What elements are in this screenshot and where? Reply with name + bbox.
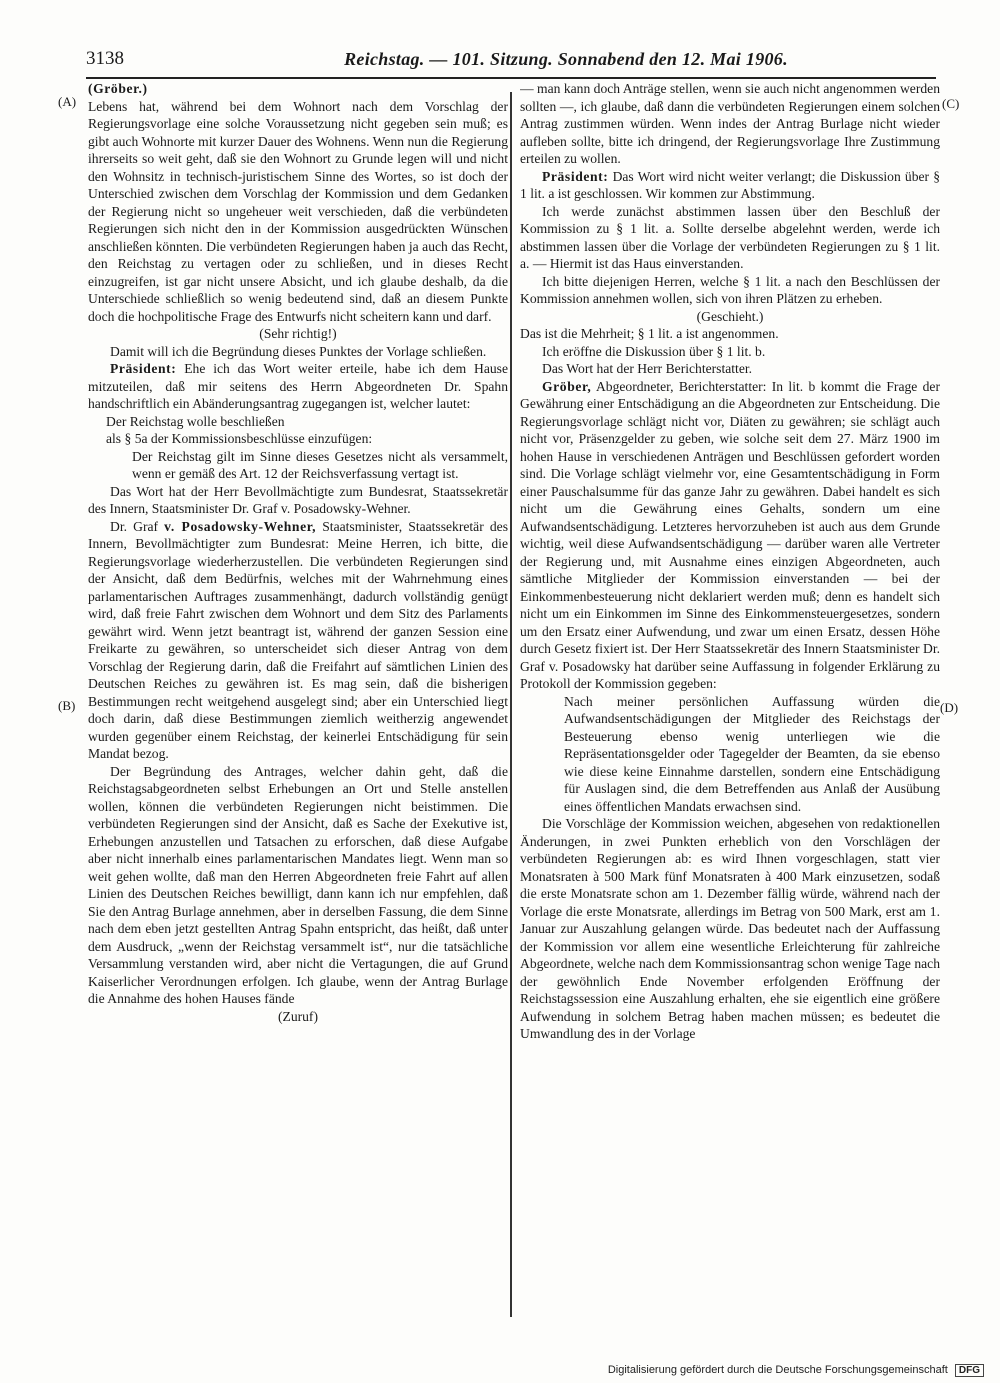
margin-mark-c: (C) (942, 96, 960, 111)
dfg-logo: DFG (955, 1364, 984, 1377)
paragraph: Das ist die Mehrheit; § 1 lit. a ist angenommen. (520, 326, 779, 341)
speaker-tag: (Gröber.) (88, 81, 148, 96)
paragraph: Ich eröffne die Diskussion über § 1 lit. b. (542, 343, 766, 359)
paragraph: Präsident: Das Wort wird nicht weiter verlangt; die Diskussion über § 1 lit. a ist geschlossen. Wir kommen zur Abstimmung. (520, 168, 940, 201)
column-divider (510, 92, 512, 1317)
speaker-name: v. Posadowsky-Wehner, (164, 518, 317, 534)
running-title: Reichstag. — 101. Sitzung. Sonnabend den 12. Mai 1906. (344, 49, 788, 69)
paragraph: Die Vorschläge der Kommission weichen, abgesehen von redaktionellen Änderungen, in zwei Punkten erheblich von den Vorschlägen der verbündeten Regierungen ab: es wird Ihnen vorgeschlagen, statt vier Monatsraten à 500 Mark fünf Monatsraten à 400 Mark einzusetzen, sodaß die erste Monatsrate schon am 1. Dezember fällig würde, während nach der Vorlage die erste Monatsrate, allerdings im Betrag von 500 Mark, erst am 1. Januar zur Auszahlung gelangen würde. Das bedeutet nach der Auffassung der Kommission vor allem eine wesentliche Erleichterung für zahlreiche Abgeordnete, welche nach dem Kommissionsantrag schon wenige Tage nach der gewöhnlich Ende November erfolgenden Eröffnung der Reichstagssession eine Auszahlung erhalten, ehe sie eigentlich eine größere Aufwendung in solchem Betrag haben machen müssen; es bedeutet die Umwandlung des in der Vorlage (520, 816, 940, 1041)
motion-line: als § 5a der Kommissionsbeschlüsse einzufügen: (106, 431, 373, 446)
interjection: (Geschieht.) (696, 308, 764, 324)
paragraph: Das Wort hat der Herr Berichterstatter. (542, 361, 753, 376)
margin-mark-a: (A) (58, 94, 77, 109)
page-number: 3138 (86, 48, 124, 69)
interjection: (Zuruf) (277, 1008, 318, 1024)
paragraph: Präsident: Ehe ich das Wort weiter erteile, habe ich dem Hause mitzuteilen, daß mir seitens des Herrn Abgeordneten Dr. Spahn handschriftlich ein Abänderungsantrag zugegangen ist, welcher lautet: (88, 361, 508, 411)
speaker-name: Präsident: (542, 168, 609, 184)
paragraph: Gröber, Abgeordneter, Berichterstatter: In lit. b kommt die Frage der Gewährung einer Entschädigung an die Abgeordneten zur Entscheidung. Die Regierungsvorlage schlägt nicht vor, Diäten zu gewähren; sie schlägt auch nicht vor, Präsenzgelder zu geben, wie solche seit dem 27. März 1900 im hohen Hause in verschiedenen Anträgen und Beschlüssen gefordert worden sind. Die Vorlage schlägt vielmehr vor, eine Gesamtentschädigung in Form einer Pauschalsumme für das ganze Jahr zu gewähren. Dabei handelt es sich nicht um die Gewährung eines Gehalts, sondern um eine Aufwandsentschädigung. Letzteres hervorzuheben ist auch aus dem Grunde wichtig, weil diese Aufwandsentschädigung — darüber waren alle Vertreter der Regierung und, mit Ausnahme eines einzigen Abgeordneten, auch sämtliche Mitglieder der Kommission einverstanden — bei der Einkommenbesteuerung nicht deklariert werden muß; denn es handelt sich nicht um ein Einkommen im Sinne des Einkommensteuergesetzes, sondern um den Ersatz einer Aufwendung, und zwar um einen Ersatz, dessen Höhe durch Gesetz fixiert ist. Der Herr Staatssekretär des Innern Staatsminister Dr. Graf v. Posadowsky hat darüber seine Auffassung in folgender Erklärung zu Protokoll der Kommission gegeben: (520, 378, 940, 691)
paragraph: Ich bitte diejenigen Herren, welche § 1 lit. a nach den Beschlüssen der Kommission annehmen wollen, sich von ihren Plätzen zu erheben. (520, 273, 940, 306)
margin-mark-d: (D) (940, 700, 959, 715)
speaker-name: Gröber, (542, 378, 592, 394)
page-header (86, 46, 936, 72)
motion-text: Der Reichstag gilt im Sinne dieses Gesetzes nicht als versammelt, wenn er gemäß des Art. 12 der Reichsverfassung vertagt ist. (132, 448, 508, 481)
margin-mark-b: (B) (58, 698, 76, 713)
paragraph: Der Begründung des Antrages, welcher dahin geht, daß die Reichstagsabgeordneten selbst Erhebungen an Ort und Stelle anstellen wollen, können die verbündeten Regierungen nicht beistimmen. Die verbündeten Regierungen sind der Ansicht, daß es Sache der Exekutive ist, Erhebungen anzustellen und Tatsachen zu erforschen, daß diese Aufgabe aber nicht innerhalb eines parlamentarischen Mandates liegt. Wenn man so weit gehen wollte, daß man den Herren Abgeordneten freie Fahrt auf allen Linien des Deutschen Reiches bewilligt, dann kann ich nur empfehlen, daß Sie den Antrag Burlage annehmen, aber in derselben Fassung, die dem Sinne nach dem eben jetzt gestellten Antrag Spahn entspricht, das heißt, daß unter dem Ausdruck, „wenn der Reichstag versammelt ist“, nur die tatsächliche Versammlung verstanden wird, aber nicht die Vertagungen, die auf Grund Kaiserlicher Verordnungen erfolgen. Ich glaube, wenn der Antrag Burlage die Annahme des hohen Hauses fände (88, 763, 508, 1006)
digitization-credit (608, 1364, 984, 1377)
quotation: Nach meiner persönlichen Auffassung würden die Aufwandsentschädigungen der Mitglieder des Reichstags der Besteuerung ebenso wenig unterliegen wie die Repräsentationsgelder oder Tagegelder der Beamten, da sie ebenso wie diese keine Einnahme darstellen, sondern eine Entschädigung für Auslagen sind, die dem Betreffenden aus Anlaß der Ausübung eines öffentlichen Mandats erwachsen sind. (564, 693, 940, 814)
paragraph: Dr. Graf v. Posadowsky-Wehner, Staatsminister, Staatssekretär des Innern, Bevollmächtigter zum Bundesrat: Meine Herren, ich bitte, die Regierungsvorlage wiederherzustellen. Die verbündeten Regierungen sind der Ansicht, daß dem Bedürfnis, welches mit der Wahrnehmung eines parlamentarischen Auftrages zusammenhängt, dadurch vollständig genügt wird, daß freie Fahrt zwischen dem Wohnort und dem Sitz des Parlaments gewährt wird. Wenn jetzt beantragt ist, während der ganzen Session eine Freikarte zu gewähren, so unterscheidet sich dieser Antrag von dem Vorschlag der Regierung darin, daß die Freifahrt auf sämtlichen Linien des Deutschen Reiches zu gewähren ist. Es mag sein, daß die bisherigen Bestimmungen recht weitgehend ausgelegt sind; aber ein Unterschied liegt doch darin, daß diese Bestimmungen ziemlich weitherzig angewendet wurden gegenüber einem Reichstag, der keinerlei Entschädigung für sein Mandat bezog. (88, 518, 508, 761)
interjection: (Sehr richtig!) (259, 326, 337, 341)
paragraph: — man kann doch Anträge stellen, wenn sie auch nicht angenommen werden sollten —, ich glaube, daß dann die verbündeten Regierungen einem solchen Antrag zustimmen würden. Wenn indes der Antrag Burlage nicht wieder aufleben sollte, bitte ich dringend, der Regierungsvorlage Ihre Zustimmung erteilen zu wollen. (520, 81, 940, 166)
motion-line: Der Reichstag wolle beschließen (106, 413, 285, 429)
right-column (520, 80, 940, 1315)
header-rule (86, 77, 936, 79)
speaker-name: Präsident: (110, 361, 177, 376)
paragraph: Lebens hat, während bei dem Wohnort nach dem Vorschlag der Regierungsvorlage eine solche Voraussetzung nicht gegeben sein muß; es gibt auch Wohnorte mit kurzer Dauer des Wohnens. Wenn nun die Regierung ihrerseits so weit geht, daß sie den Wohnort zu Grunde legen will und nicht den Wohnsitz in technisch-juristischem Sinne des Wortes, so ist doch der Unterschied zwischen dem Vorschlag der Kommission und dem Gedanken der Regierung nicht so ungeheuer weit verschieden, daß die verbündeten Regierungen sich nicht den in der Kommission ausgedrückten Wünschen anschließen könnten. Die verbündeten Regierungen haben ja auch das Recht, den Reichstag zu vertagen oder zu schließen, und in dieses Recht einzugreifen, ist gar nicht unsere Absicht, und ich glaube deshalb, da die Unterschiede schließlich so wenig bedeutend sind, daß an diesem Punkte doch die hochpolitische Frage des Entwurfs nicht scheitern kann und darf. (88, 98, 508, 324)
left-column (88, 80, 508, 1315)
paragraph: Das Wort hat der Herr Bevollmächtigte zum Bundesrat, Staatssekretär des Innern, Staatsminister Dr. Graf v. Posadowsky-Wehner. (88, 483, 508, 516)
paragraph: Ich werde zunächst abstimmen lassen über den Beschluß der Kommission zu § 1 lit. a. Sollte derselbe abgelehnt werden, werde ich abstimmen lassen über die Vorlage der verbündeten Regierungen zu § 1 lit. a. — Hiermit ist das Haus einverstanden. (520, 203, 940, 271)
paragraph: Damit will ich die Begründung dieses Punktes der Vorlage schließen. (110, 343, 487, 359)
credit-text: Digitalisierung gefördert durch die Deutsche Forschungsgemeinschaft (607, 1364, 948, 1376)
